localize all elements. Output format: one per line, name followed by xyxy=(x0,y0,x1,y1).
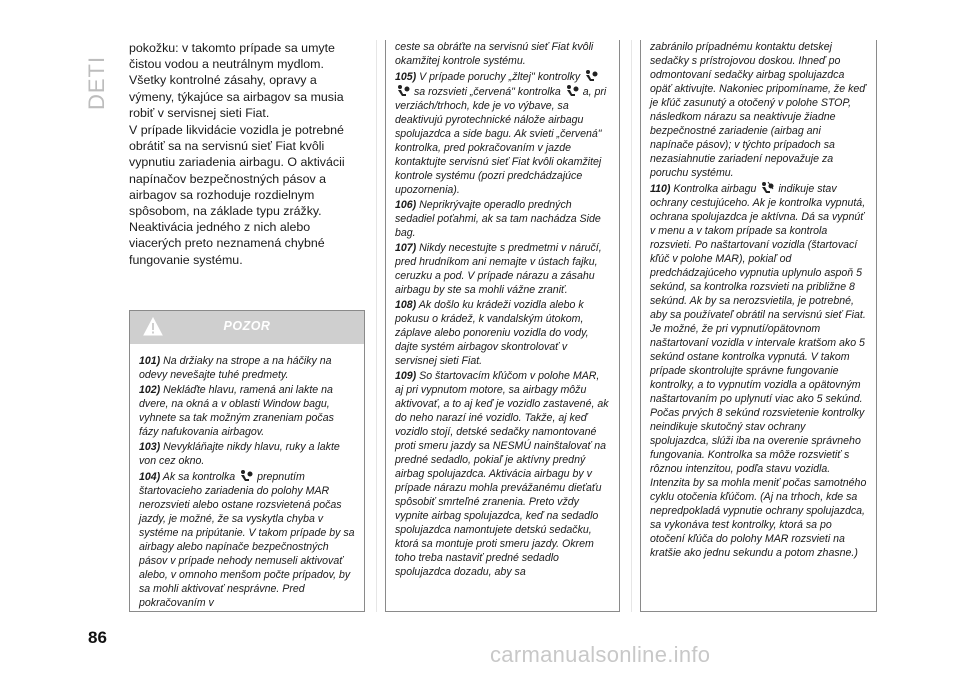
airbag-yellow-warning-icon xyxy=(584,69,598,83)
item-text: Nevykláňajte nikdy hlavu, ruky a lakte von cez okno. xyxy=(139,441,340,467)
warning-item xyxy=(395,369,610,579)
continuation-text: ceste sa obráťte na servisnú sieť Fiat kvôli okamžitej kontrole systému. xyxy=(395,41,594,67)
item-text: Ak sa kontrolka xyxy=(162,471,236,483)
continuation-text: zabránilo prípadnému kontaktu detskej sedačky s prístrojovou doskou. Ihneď po odmontovaní sedačky airbag spolujazdca opäť aktivujte. Nakoniec pripomíname, že keď je kľúč zasunutý a otočený v polohe STOP, následkom nárazu sa neaktivuje žiadne bezpečnostné zariadenie (airbag ani napínače pásov); v týchto prípadoch sa nezasiahnutie zariadení nepovažuje za poruchu systému. xyxy=(650,41,866,179)
warning-item xyxy=(395,298,610,368)
item-number: 104) xyxy=(139,471,161,483)
warning-item xyxy=(139,383,355,439)
item-text: So štartovacím kľúčom v polohe MAR, aj pri vypnutom motore, sa airbagy môžu aktivovať, a to aj keď je vozidlo zastavené, ak do neho narazí iné vozidlo. Takže, aj keď vozidlo stojí, detské sedačky namontované proti smeru jazdy sa NESMÚ nainštalovať na predné sedadlo, pokiaľ je aktívny predný airbag spolujazdca. Aktivácia airbagu by v prípade nárazu mohla prevážanému dieťaťu spôsobiť smrteľné zranenia. Preto vždy vypnite airbag spolujazdca, keď na sedadlo spolujazdca namontujete detskú sedačku, ktorá sa montuje proti smeru jazdy. Okrem toho treba nastaviť predné sedadlo spolujazdca dozadu, aby sa xyxy=(395,370,609,578)
item-text: sa rozsvieti „červená" kontrolka xyxy=(413,86,561,98)
item-number: 110) xyxy=(650,183,671,195)
warning-title: POZOR xyxy=(223,319,271,333)
warning-item xyxy=(395,198,610,240)
column-divider xyxy=(376,40,377,612)
column-divider xyxy=(631,40,632,612)
item-number: 106) xyxy=(395,199,417,211)
item-number: 102) xyxy=(139,384,161,396)
body-paragraph: V prípade likvidácie vozidla je potrebné obrátiť sa na servisnú sieť Fiat kvôli vypnutiu zariadenia airbagu. O aktivácii napínačov bezpečnostných pásov a airbagov sa rozhoduje rozdielnym spôsobom, na základe typu zrážky. Neaktivácia jedného z nich alebo viacerých preto neznamená chybné fungovanie systému. xyxy=(129,123,345,267)
body-column-1 xyxy=(129,40,363,269)
item-text: V prípade poruchy „žltej" kontrolky xyxy=(419,71,581,83)
warning-item xyxy=(395,69,610,197)
passenger-airbag-off-icon xyxy=(760,181,774,195)
item-text: Ak došlo ku krádeži vozidla alebo k pokusu o krádež, k vandalským útokom, záplave alebo ponoreniu vozidla do vody, dajte systém airbagov skontrolovať v servisnej sieti Fiat. xyxy=(395,299,589,367)
airbag-warning-icon xyxy=(239,469,253,483)
section-side-label: DETI xyxy=(84,55,109,110)
item-text: Kontrolka airbagu xyxy=(673,183,757,195)
item-text: indikuje stav ochrany cestujúceho. Ak je kontrolka vypnutá, ochrana spolujazdca je aktívna. Dá sa vypnúť v menu a v takom prípade sa kontrola rozsvieti. Po naštartovaní vozidla (štartovací kľúč v polohe MAR), pokiaľ od predchádzajúceho vypnutia uplynulo aspoň 5 sekúnd, sa kontrolka rozsvieti na približne 8 sekúnd. Ak by sa nerozsvietila, je potrebné, aby sa používateľ obrátil na servisnú sieť Fiat. Je možné, že pri vypnutí/opätovnom naštartovaní vozidla v intervale kratšom ako 5 sekúnd ostane kontrolka vypnutá. V takom prípade skontrolujte správne fungovanie kontrolky, a to vypnutím vozidla a opätovným naštartovaním po uplynutí viac ako 5 sekúnd. Počas prvých 8 sekúnd rozsvietenie kontrolky neindikuje skutočný stav ochrany spolujazdca, slúži iba na overenie správneho fungovania. Kontrolka sa môže rozsvietiť s rôznou intenzitou, podľa stavu vozidla. Intenzita by sa mohla meniť počas samotného cyklu otočenia kľúčom. (Aj na trhoch, kde sa nepredpokladá vypnutie ochrany spolujazdca, sa vykonáva test kontrolky, ktorá sa po otočení kľúča do polohy MAR rozsvieti na kratšie ako jednu sekundu a potom zhasne.) xyxy=(650,183,867,559)
item-number: 105) xyxy=(395,71,417,83)
warning-item xyxy=(139,469,355,610)
warning-item xyxy=(650,181,867,560)
item-number: 101) xyxy=(139,355,161,367)
warning-continuation-column-3 xyxy=(640,40,877,612)
body-paragraph: pokožku: v takomto prípade sa umyte čistou vodou a neutrálnym mydlom. Všetky kontrolné zásahy, opravy a výmeny, týkajúce sa airbagov sa musia robiť v servisnej sieti Fiat. xyxy=(129,41,344,120)
warning-item xyxy=(139,354,355,382)
watermark: carmanualsonline.info xyxy=(490,642,711,667)
warning-item xyxy=(395,241,610,297)
warning-continuation-column-2 xyxy=(385,40,620,612)
warning-body xyxy=(130,344,364,610)
item-text: prepnutím štartovacieho zariadenia do polohy MAR nerozsvieti alebo ostane rozsvietená počas jazdy, je možné, že sa vyskytla chyba v systéme na pripútanie. V takom prípade by sa airbagy alebo napínače bezpečnostných pásov v prípade nehody nemuseli aktivovať alebo, v omnoho menšom počte prípadov, by sa mohli aktivovať nesprávne. Pred pokračovaním v xyxy=(139,471,355,609)
item-number: 107) xyxy=(395,242,417,254)
item-text: Na držiaky na strope a na háčiky na odevy nevešajte tuhé predmety. xyxy=(139,355,332,381)
warning-box xyxy=(129,310,365,612)
warning-item xyxy=(139,440,355,468)
item-number: 103) xyxy=(139,441,161,453)
item-text: Nekláďte hlavu, ramená ani lakte na dvere, na okná a v oblasti Window bagu, vyhnete sa tak možným zraneniam počas fázy nafukovania airbagov. xyxy=(139,384,334,438)
item-text: a, pri verziách/trhoch, kde je vo výbave, sa deaktivujú pyrotechnické náložе airbagu spolujazdca a side bagu. Ak svieti „červená" kontrolka, pred pokračovaním v jazde kontaktujte servisnú sieť Fiat kvôli okamžitej kontrole systému (pozri predchádzajúce upozornenia). xyxy=(395,86,607,196)
item-text: Nikdy necestujte s predmetmi v náručí, pred hrudníkom ani nemajte v ústach fajku, ceruzku a pod. V prípade nárazu a zásahu airbagu by ste sa mohli vážne zraniť. xyxy=(395,242,602,296)
airbag-red-warning-icon xyxy=(565,84,579,98)
warning-header xyxy=(130,311,364,344)
item-number: 108) xyxy=(395,299,417,311)
item-text: Neprikrývajte operadlo predných sedadiel poťahmi, ak sa tam nachádza Side bag. xyxy=(395,199,601,239)
airbag-red-warning-icon xyxy=(396,84,410,98)
page-number: 86 xyxy=(88,628,107,647)
item-number: 109) xyxy=(395,370,417,382)
